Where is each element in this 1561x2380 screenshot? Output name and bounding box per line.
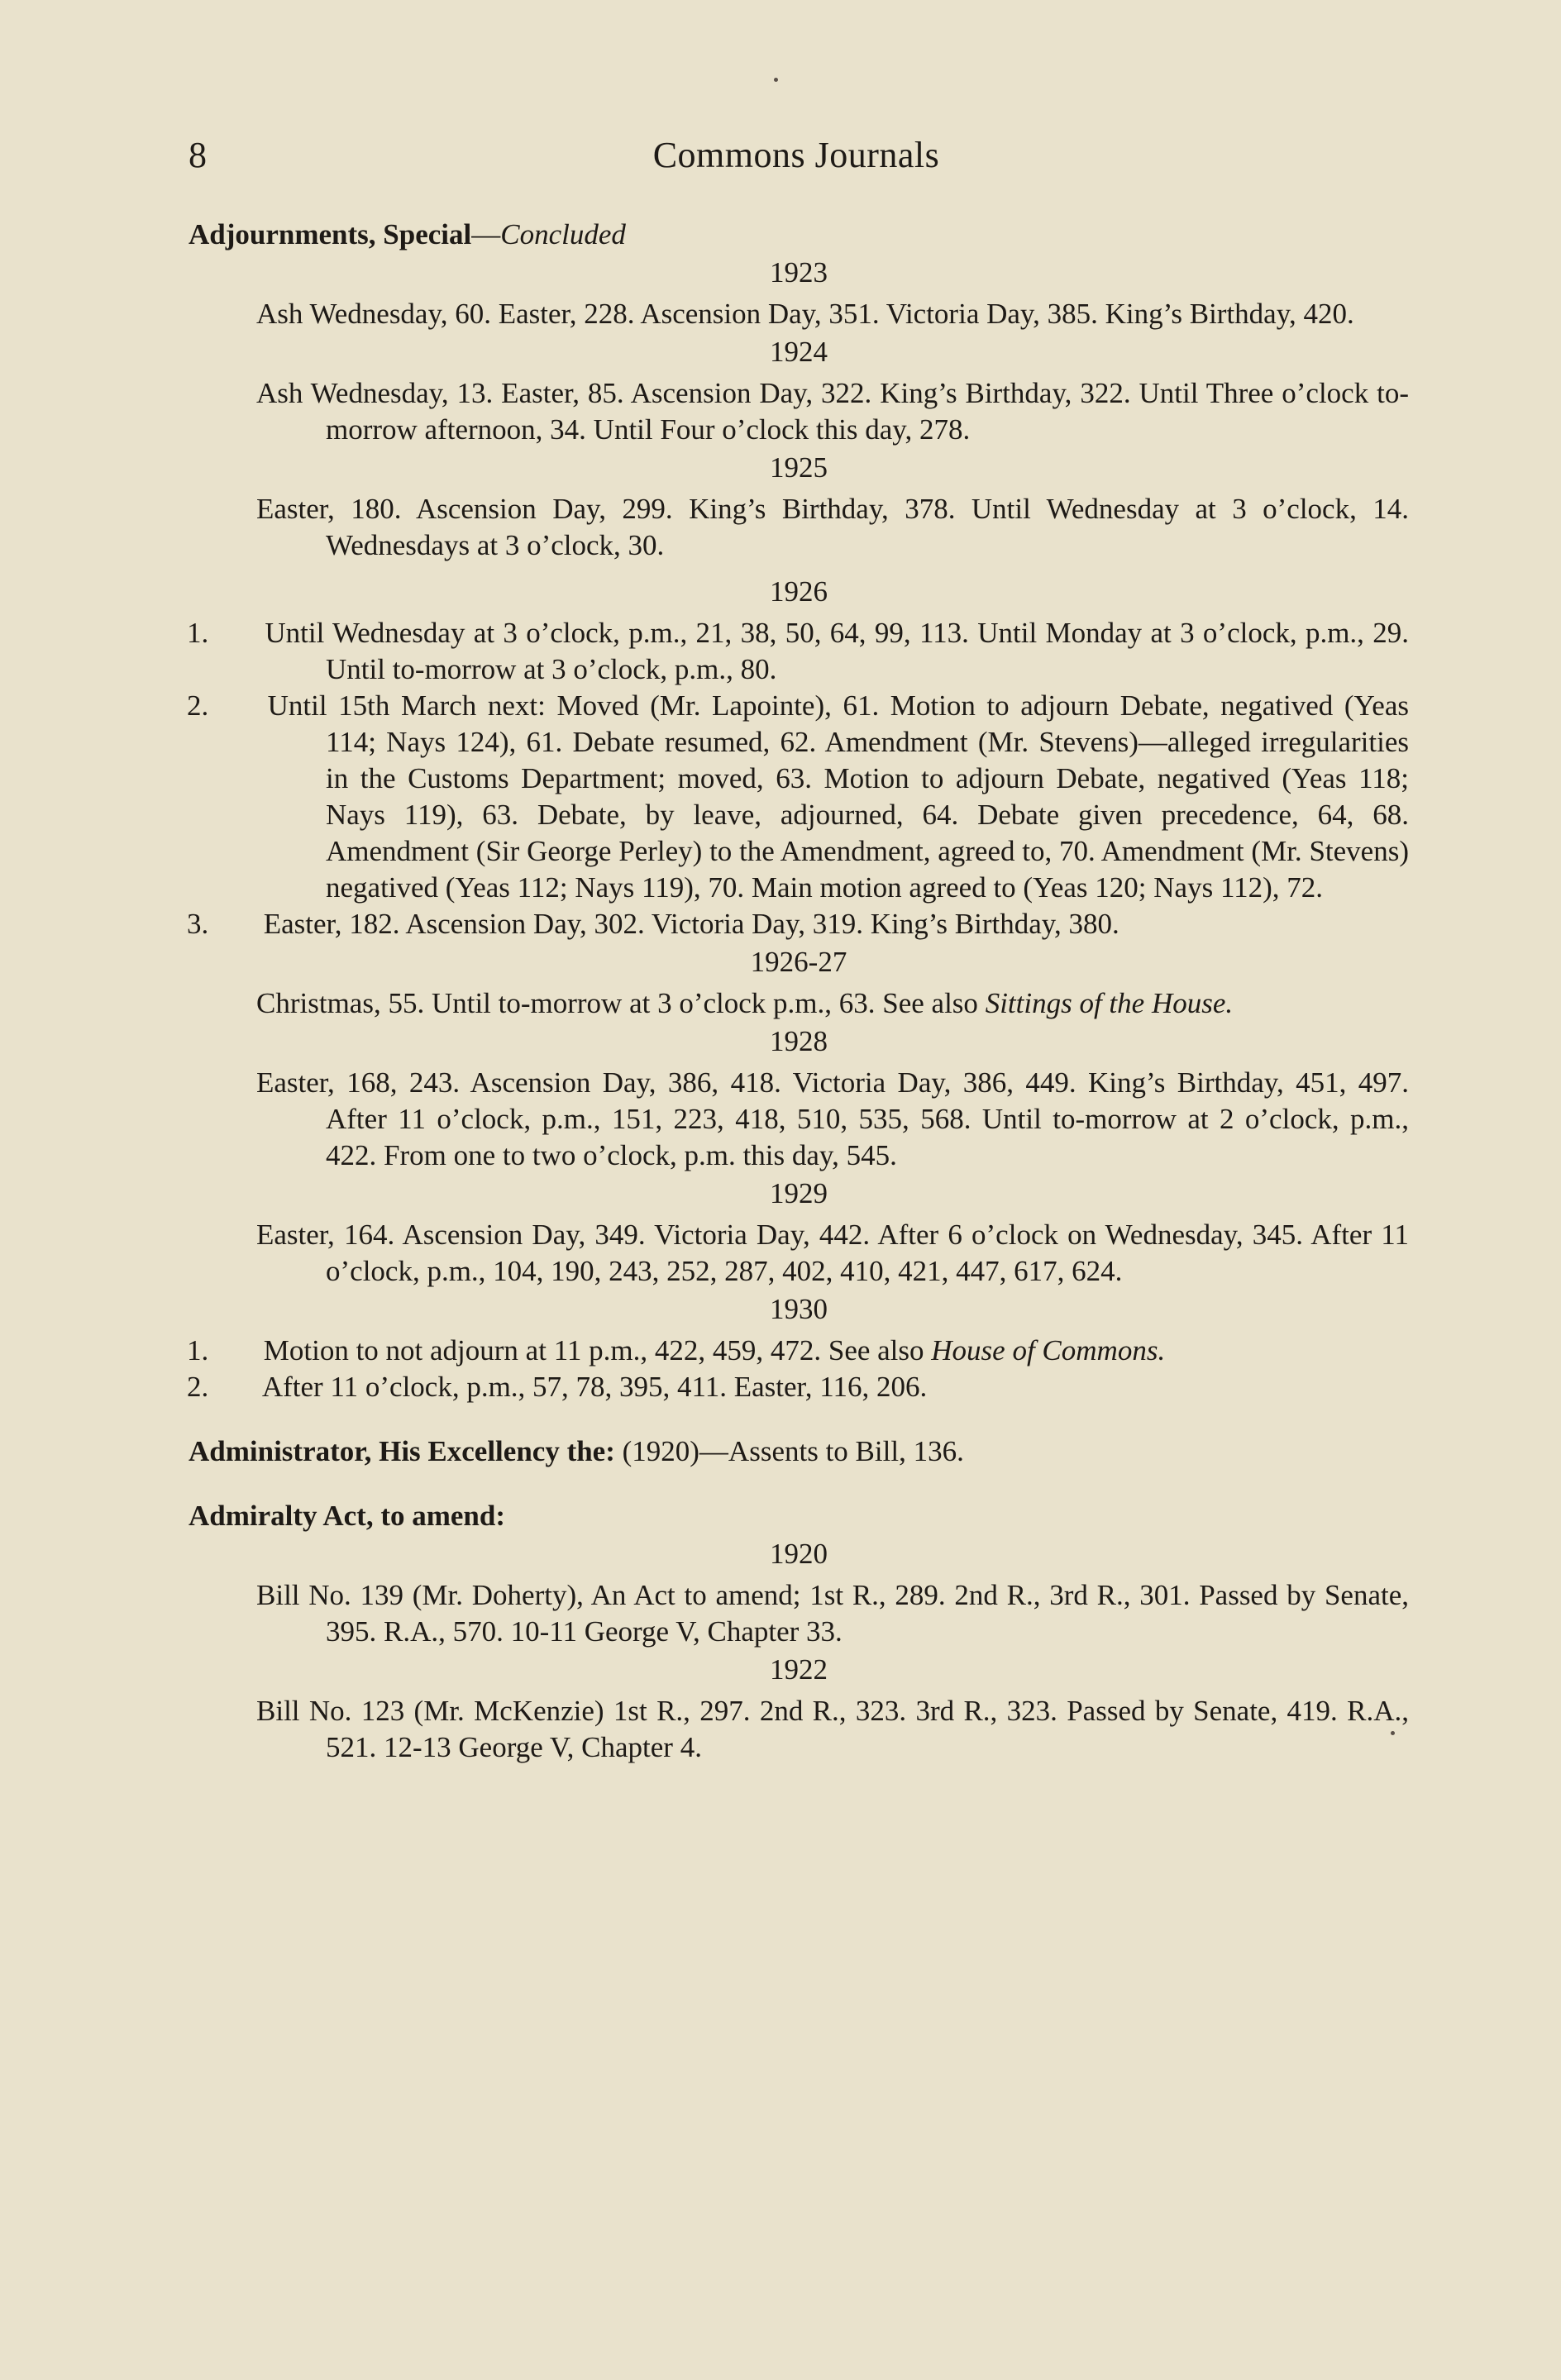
numbered-entry: 1. Until Wednesday at 3 o’clock, p.m., 21, 38, 50, 64, 99, 113. Until Monday at 3 o’clock, p.m., 29. Until to-morrow at 3 o’clock, p.m., 80.	[187, 617, 1409, 685]
index-content	[189, 217, 1409, 1766]
entry-text: Christmas, 55. Until to-morrow at 3 o’clock p.m., 63. See also	[256, 987, 986, 1019]
year-heading: 1920	[770, 1538, 828, 1570]
topic-continuation: Concluded	[500, 218, 626, 250]
year-heading: 1929	[770, 1177, 828, 1209]
year-heading: 1930	[770, 1293, 828, 1325]
topic-admiralty-act	[189, 1498, 1409, 1766]
year-heading: 1925	[770, 451, 828, 484]
topic-adjournments-special	[189, 217, 1409, 1405]
topic-title: Administrator, His Excellency the:	[189, 1435, 615, 1467]
numbered-entry: 2. After 11 o’clock, p.m., 57, 78, 395, 411. Easter, 116, 206.	[187, 1371, 928, 1403]
topic-entry: (1920)—Assents to Bill, 136.	[622, 1435, 964, 1467]
page-number: 8	[189, 135, 207, 175]
year-entry: Bill No. 123 (Mr. McKenzie) 1st R., 297. 2nd R., 323. 3rd R., 323. Passed by Senate, 419. R.A., 521. 12-13 George V, Chapter 4.	[256, 1695, 1409, 1763]
year-heading: 1924	[770, 336, 828, 368]
year-heading: 1928	[770, 1025, 828, 1057]
year-entry: Bill No. 139 (Mr. Doherty), An Act to amend; 1st R., 289. 2nd R., 3rd R., 301. Passed by Senate, 395. R.A., 570. 10-11 George V, Chapter 33.	[256, 1579, 1409, 1648]
numbered-entry: 1. Motion to not adjourn at 11 p.m., 422, 459, 472. See also House of Commons.	[187, 1334, 1166, 1366]
topic-title: Admiralty Act, to amend:	[189, 1500, 506, 1532]
entry-text: Easter, 182. Ascension Day, 302. Victoria Day, 319. King’s Birthday, 380.	[263, 908, 1119, 940]
numbered-entry: 2. Until 15th March next: Moved (Mr. Lapointe), 61. Motion to adjourn Debate, negatived (Yeas 114; Nays 124), 61. Debate resumed, 62. Amendment (Mr. Stevens)—alleged irregularities in the Customs Department; moved, 63. Motion to adjourn Debate, negatived (Yeas 118; Nays 119), 63. Debate, by leave, adjourned, 64. Debate given precedence, 64, 68. Amendment (Sir George Perley) to the Amendment, agreed to, 70. Amendment (Mr. Stevens) negatived (Yeas 112; Nays 119), 70. Main motion agreed to (Yeas 120; Nays 112), 72.	[187, 689, 1409, 904]
year-heading: 1923	[770, 256, 828, 289]
topic-administrator	[189, 1433, 1409, 1470]
year-entry: Ash Wednesday, 13. Easter, 85. Ascension Day, 322. King’s Birthday, 322. Until Three o’clock to-morrow afternoon, 34. Until Four o’clock this day, 278.	[256, 377, 1409, 446]
cross-reference: Sittings of the House.	[985, 987, 1234, 1019]
year-heading: 1926-27	[750, 946, 847, 978]
year-heading: 1922	[770, 1653, 828, 1686]
topic-title: Adjournments, Special	[189, 218, 472, 250]
year-entry	[189, 985, 1409, 1022]
page-header	[189, 134, 1404, 184]
running-title: Commons Journals	[652, 135, 940, 175]
cross-reference: House of Commons.	[931, 1334, 1166, 1366]
numbered-entry: 3. Easter, 182. Ascension Day, 302. Victoria Day, 319. King’s Birthday, 380.	[187, 908, 1119, 940]
print-speck	[774, 78, 778, 82]
year-entry: Easter, 168, 243. Ascension Day, 386, 418. Victoria Day, 386, 449. King’s Birthday, 451, 497. After 11 o’clock, p.m., 151, 223, 418, 510, 535, 568. Until to-morrow at 2 o’clock, p.m., 422. From one to two o’clock, p.m. this day, 545.	[256, 1066, 1409, 1171]
entry-text: Until Wednesday at 3 o’clock, p.m., 21, 38, 50, 64, 99, 113. Until Monday at 3 o’clock, p.m., 29. Until to-morrow at 3 o’clock, p.m., 80.	[265, 617, 1409, 685]
entry-text: After 11 o’clock, p.m., 57, 78, 395, 411. Easter, 116, 206.	[261, 1371, 928, 1403]
year-entry: Easter, 180. Ascension Day, 299. King’s Birthday, 378. Until Wednesday at 3 o’clock, 14. Wednesdays at 3 o’clock, 30.	[256, 493, 1409, 561]
year-heading: 1926	[770, 575, 828, 608]
entry-text: Until 15th March next: Moved (Mr. Lapointe), 61. Motion to adjourn Debate, negatived (Yeas 114; Nays 124), 61. Debate resumed, 62. Amendment (Mr. Stevens)—alleged irregularities in the Customs Department; moved, 63. Motion to adjourn Debate, negatived (Yeas 118; Nays 119), 63. Debate, by leave, adjourned, 64. Debate given precedence, 64, 68. Amendment (Sir George Perley) to the Amendment, agreed to, 70. Amendment (Mr. Stevens) negatived (Yeas 112; Nays 119), 70. Main motion agreed to (Yeas 120; Nays 112), 72.	[267, 689, 1409, 904]
topic-heading: Adjournments, Special—Concluded	[189, 218, 626, 250]
year-entry: Ash Wednesday, 60. Easter, 228. Ascension Day, 351. Victoria Day, 385. King’s Birthday, 420.	[256, 298, 1354, 330]
entry-text: Motion to not adjourn at 11 p.m., 422, 459, 472. See also	[263, 1334, 932, 1366]
year-entry: Easter, 164. Ascension Day, 349. Victoria Day, 442. After 6 o’clock on Wednesday, 345. After 11 o’clock, p.m., 104, 190, 243, 252, 287, 402, 410, 421, 447, 617, 624.	[256, 1219, 1409, 1287]
